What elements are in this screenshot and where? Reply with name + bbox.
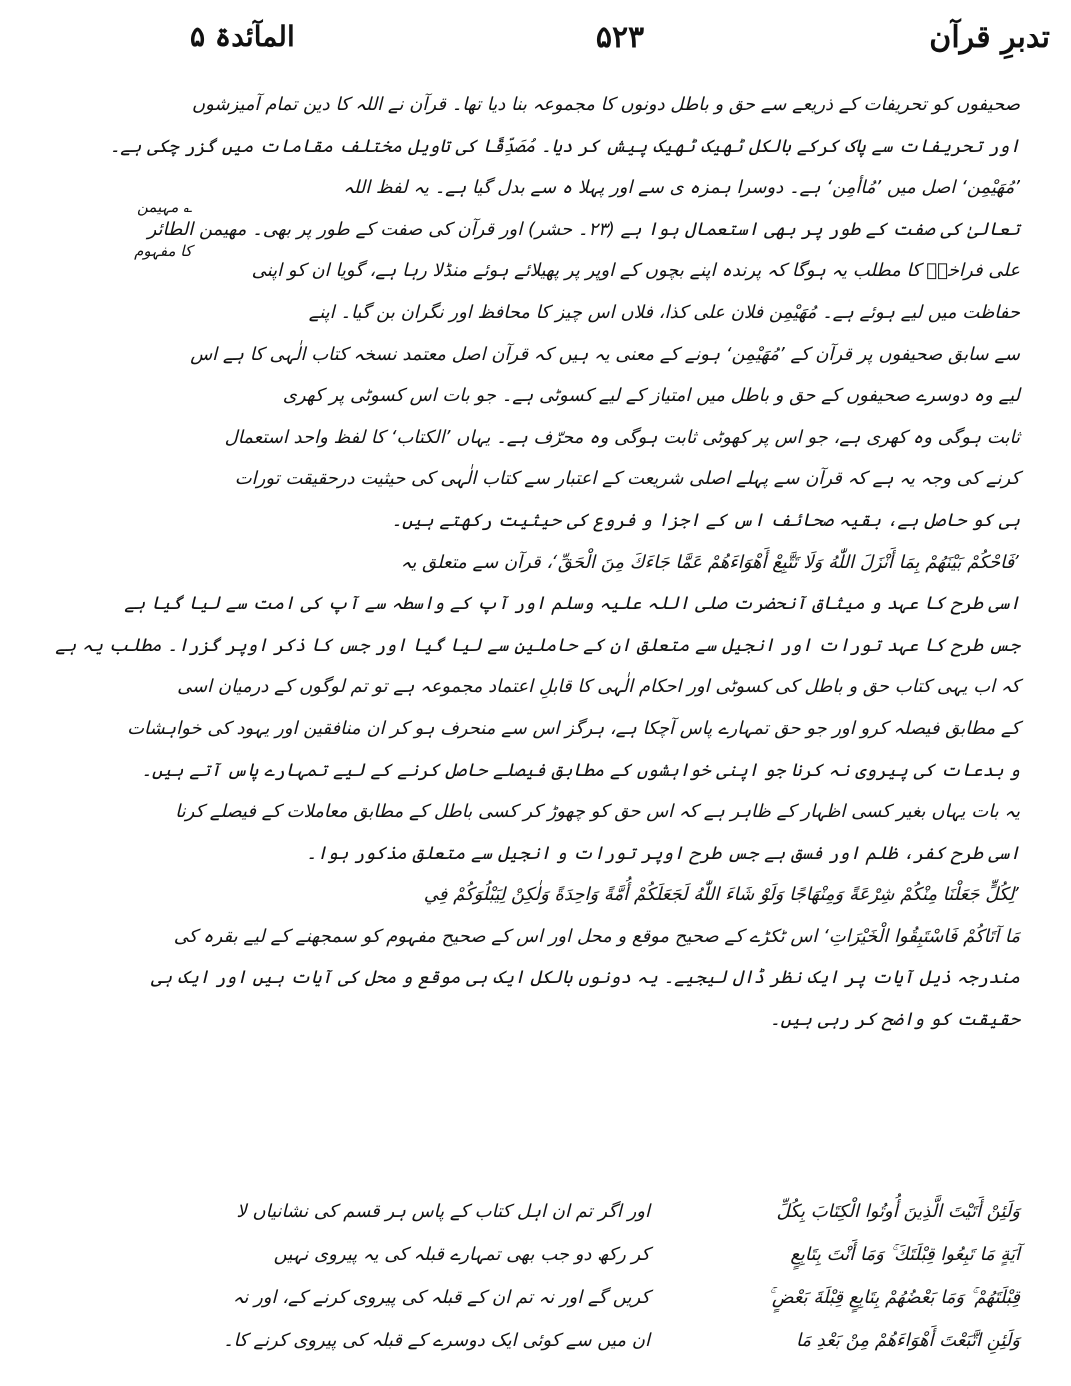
verse-table bbox=[223, 1190, 1020, 1362]
text-line: اور تحریفات سے پاک کرکے بالکل ٹھیک ٹھیک پیش کر دیا۔ مُصَدِّقًا کی تاویل مختلف مقامات میں گزر چکی ہے۔ bbox=[109, 135, 1020, 157]
verse-arabic: قِبْلَتَهُمْ ۚ وَمَا بَعْضُهُمْ بِتَابِعٍ قِبْلَةَ بَعْضٍ ۚ bbox=[767, 1287, 1020, 1308]
paragraph bbox=[109, 84, 1020, 167]
paragraph bbox=[151, 874, 1020, 1040]
verse-translation: اور اگر تم ان اہل کتاب کے پاس ہر قسم کی نشانیاں لا bbox=[236, 1201, 650, 1222]
margin-note-line: ؎ مہیمن bbox=[137, 198, 192, 216]
text-line: یہ بات یہاں بغیر کسی اظہار کے ظاہر ہے کہ اس حق کو چھوڑ کر کسی باطل کے مطابق معاملات کے فیصلے کرنا bbox=[175, 801, 1020, 823]
page-header bbox=[190, 14, 1050, 64]
text-line: ’مُهَيْمِن‘ اصل میں ’مُاأمِن‘ ہے۔ دوسرا ہمزہ ی سے اور پہلا ہ سے بدل گیا ہے۔ یہ لفظ اللہ bbox=[343, 177, 1020, 199]
text-line: حفاظت میں لیے ہوئے ہے۔ مُهَيْمِن فلان علی کذا، فلاں اس چیز کا محافظ اور نگران بن گیا۔ اپنے bbox=[308, 301, 1020, 323]
text-line: صحیفوں کو تحریفات کے ذریعے سے حق و باطل دونوں کا مجموعہ بنا دیا تھا۔ قرآن نے اللہ کا دین تمام آمیزشوں bbox=[191, 94, 1020, 115]
verse-arabic: آيَةٍ مَا تَبِعُوا قِبْلَتَكَ ۚ وَمَا أَنْتَ بِتَابِعٍ bbox=[790, 1244, 1020, 1265]
text-line: کہ اب یہی کتاب حق و باطل کی کسوٹی اور احکام الٰہی کا قابلِ اعتماد مجموعہ ہے تو تم لوگوں کے درمیان اسی bbox=[177, 676, 1020, 698]
text-line: حقیقت کو واضح کر رہی ہیں۔ bbox=[769, 1009, 1020, 1031]
verse-row bbox=[230, 1233, 1020, 1276]
text-line: علی فراخہٗ کا مطلب یہ ہوگا کہ پرندہ اپنے بچوں کے اوپر پر پھیلائے ہوئے منڈلا رہا ہے، گویا ان کو اپنی bbox=[251, 260, 1020, 282]
text-line: اسی طرح کفر، ظلم اور فسق ہے جس طرح اوپر تورات و انجیل سے متعلق مذکور ہوا۔ bbox=[306, 842, 1020, 864]
text-line: مَا آتَاكُمْ فَاسْتَبِقُوا الْخَيْرَاتِ‘ اس ٹکڑے کے صحیح موقع و محل اور اس کے صحیح مفہوم کو سمجھنے کے لیے بقرہ کی bbox=[173, 925, 1020, 947]
verse-arabic: وَلَئِنِ اتَّبَعْتَ أَهْوَاءَهُمْ مِنْ بَعْدِ مَا bbox=[795, 1330, 1020, 1351]
verse-row bbox=[223, 1319, 1020, 1362]
verse-translation: ان میں سے کوئی ایک دوسرے کے قبلہ کی پیروی کرنے کا۔ bbox=[223, 1330, 650, 1351]
text-line: اسی طرح کا عہد و میثاق آنحضرت صلی اللہ علیہ وسلم اور آپ کے واسطہ سے آپ کی امت سے لیا گیا ہے bbox=[124, 593, 1020, 615]
text-line: و بدعات کی پیروی نہ کرنا جو اپنی خواہشوں کے مطابق فیصلے حاصل کرنے کے لیے تمہارے پاس آتے ہیں۔ bbox=[141, 759, 1020, 781]
text-line: جس طرح کا عہد تورات اور انجیل سے متعلق ان کے حاملین سے لیا گیا اور جس کا ذکر اوپر گزرا۔ مطلب یہ ہے bbox=[55, 634, 1020, 656]
text-line: مندرجہ ذیل آیات پر ایک نظر ڈال لیجیے۔ یہ دونوں بالکل ایک ہی موقع و محل کی آیات ہیں اور ایک ہی bbox=[151, 967, 1020, 989]
text-line: لیے وہ دوسرے صحیفوں کے حق و باطل میں امتیاز کے لیے کسوٹی ہے۔ جو بات اس کسوٹی پر کھری bbox=[282, 385, 1020, 407]
text-line: ’لِكُلٍّ جَعَلْنَا مِنْكُمْ شِرْعَةً وَمِنْهَاجًا وَلَوْ شَاءَ اللّٰهُ لَجَعَلَكُمْ أُمَّةً وَاحِدَةً وَلٰكِنْ لِيَبْلُوَكُمْ فِي bbox=[423, 884, 1020, 906]
verse-row bbox=[230, 1276, 1020, 1319]
verse-translation: کریں گے اور نہ تم ان کے قبلہ کی پیروی کرنے کے، اور نہ bbox=[232, 1287, 650, 1308]
verse-translation: کر رکھ دو جب بھی تمہارے قبلہ کی یہ پیروی نہیں bbox=[273, 1244, 650, 1265]
text-line: کے مطابق فیصلہ کرو اور جو حق تمہارے پاس آچکا ہے، ہرگز اس سے منحرف ہو کر ان منافقین اور یہود کی خواہشات bbox=[127, 717, 1020, 739]
surah-name: المآئدۃ ۵ bbox=[190, 20, 295, 53]
text-line: ثابت ہوگی وہ کھری ہے، جو اس پر کھوٹی ثابت ہوگی وہ محرّف ہے۔ یہاں ’الکتاب‘ کا لفظ واحد استعمال bbox=[224, 426, 1020, 448]
text-line: ہی کو حاصل ہے، بقیہ صحائف اس کے اجزا و فروع کی حیثیت رکھتے ہیں۔ bbox=[391, 509, 1020, 531]
text-line: سے سابق صحیفوں پر قرآن کے ’مُهَيْمِن‘ ہونے کے معنی یہ ہیں کہ قرآن اصل معتمد نسخہ کتاب الٰہی کا ہے اس bbox=[190, 343, 1020, 365]
book-title: تدبرِ قرآن bbox=[929, 20, 1050, 55]
verse-row bbox=[230, 1190, 1020, 1233]
margin-note-line: کا مفہوم bbox=[134, 242, 192, 260]
text-line: ’فَاحْكُمْ بَيْنَهُمْ بِمَا أَنْزَلَ اللّٰهُ وَلَا تَتَّبِعْ أَهْوَاءَهُمْ عَمَّا جَاءَكَ مِنَ الْحَقِّ‘، قرآن سے متعلق یہ bbox=[400, 551, 1020, 573]
page-number: ۵۲۳ bbox=[595, 20, 645, 55]
text-line: تعالیٰ کی صفت کے طور پر بھی استعمال ہوا ہے (۲۳۔ حشر) اور قرآن کی صفت کے طور پر بھی۔ مھیمن الطائر bbox=[147, 218, 1020, 240]
text-line: کرنے کی وجہ یہ ہے کہ قرآن سے پہلے اصلی شریعت کے اعتبار سے کتاب الٰہی کی حیثیت درحقیقت تورات bbox=[234, 468, 1020, 490]
paragraph bbox=[55, 542, 1020, 875]
verse-arabic: وَلَئِنْ أَتَيْتَ الَّذِينَ أُوتُوا الْكِتَابَ بِكُلِّ bbox=[776, 1201, 1020, 1222]
